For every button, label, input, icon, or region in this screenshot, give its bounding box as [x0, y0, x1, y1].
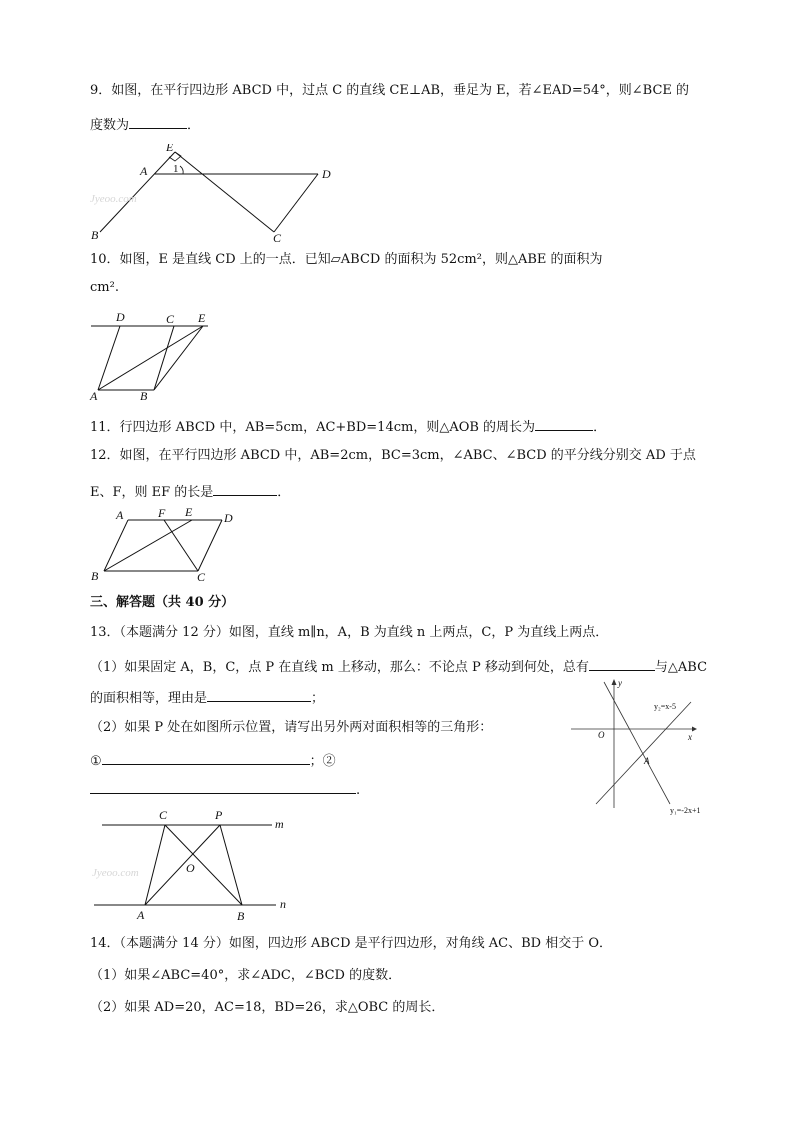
q10-side-bc — [154, 326, 174, 390]
q13-seg-pa — [145, 825, 220, 905]
q9-line-ec — [175, 152, 274, 232]
q13-line5 — [90, 750, 336, 771]
q13-line6 — [90, 779, 360, 800]
q13-watermark: Jyeoo.com — [92, 867, 139, 879]
q10-side-ad — [98, 326, 120, 390]
q13-graph-point-a: A — [644, 756, 650, 766]
q13-graph-x-arrow — [692, 727, 697, 732]
q11-line — [90, 416, 606, 437]
q10-line2: cm². — [90, 280, 119, 295]
q12-line1: 12．如图，在平行四边形 ABCD 中，AB=2cm，BC=3cm，∠ABC、∠BCD 的平分线分别交 AD 于点 — [90, 448, 696, 463]
q10-label-c: C — [166, 312, 175, 326]
q13-line4: （2）如果 P 处在如图所示位置，请写出另外两对面积相等的三角形： — [90, 720, 493, 735]
q10-label-b: B — [140, 389, 148, 403]
q13-seg-ca — [145, 825, 165, 905]
q10-line1: 10．如图，E 是直线 CD 上的一点．已知▱ABCD 的面积为 52cm²，则△ABE 的面积为 — [90, 252, 603, 267]
q13-label-n: n — [280, 897, 286, 911]
q13-graph-y1-label: y₁=-2x+1 — [670, 806, 701, 815]
q13-graph-y-arrow — [612, 679, 617, 685]
q13-label-b: B — [237, 909, 245, 923]
q13-figure — [90, 804, 300, 924]
q12-label-e: E — [185, 505, 193, 519]
q14-line1: 14．（本题满分 14 分）如图，四边形 ABCD 是平行四边形，对角线 AC、BD 相交于 O． — [90, 936, 613, 951]
q9-angle-arc — [180, 166, 183, 174]
q13-line3-prefix: 的面积相等，理由是 — [90, 691, 208, 706]
q13-graph-y2-label: y₂=x-5 — [654, 702, 676, 711]
q13-label-o: O — [186, 861, 195, 875]
q9-label-1: 1 — [173, 163, 179, 175]
q13-line2 — [90, 656, 707, 677]
q14-line3: （2）如果 AD=20，AC=18，BD=26，求△OBC 的周长． — [90, 1000, 445, 1015]
q12-label-d: D — [224, 511, 233, 525]
q13-line2-suffix: 与△ABC — [654, 660, 708, 675]
q13-label-m: m — [275, 817, 284, 831]
q9-label-a: A — [140, 164, 148, 178]
section3-title: 三、解答题（共 40 分） — [90, 595, 235, 610]
q13-blank-pair2[interactable] — [90, 779, 356, 794]
q9-label-d: D — [322, 167, 331, 181]
q13-blank-reason[interactable] — [207, 687, 311, 702]
q9-label-c: C — [273, 231, 282, 244]
q9-figure — [86, 144, 346, 244]
q9-answer-blank[interactable] — [129, 114, 187, 129]
q12-side-dc — [198, 520, 222, 571]
q9-line2-suffix: ． — [187, 118, 201, 133]
q13-label-p: P — [215, 808, 223, 822]
q13-blank-pair1[interactable] — [102, 750, 310, 765]
q12-answer-blank[interactable] — [213, 481, 277, 496]
q13-graph-line-y2 — [596, 702, 691, 804]
q13-sep: ；② — [309, 754, 336, 769]
q12-line2-suffix: ． — [277, 485, 291, 500]
q12-line2-prefix: E、F，则 EF 的长是 — [90, 485, 214, 500]
q13-graph-x-label: x — [688, 732, 692, 742]
q9-line-be — [100, 152, 175, 232]
q9-label-e: E — [166, 144, 174, 154]
q13-line1: 13．（本题满分 12 分）如图，直线 m∥n，A，B 为直线 n 上两点，C，P 为直线上两点． — [90, 625, 609, 640]
q10-label-a: A — [90, 389, 98, 403]
q9-line1: 9．如图，在平行四边形 ABCD 中，过点 C 的直线 CE⊥AB，垂足为 E，若∠EAD=54°，则∠BCE 的 — [90, 83, 690, 98]
q12-bisector-cf — [164, 520, 198, 571]
q11-prefix: 11．行四边形 ABCD 中，AB=5cm，AC+BD=14cm，则△AOB 的周长为 — [90, 420, 536, 435]
q13-side-graph — [566, 676, 716, 816]
q13-seg-cb — [165, 825, 242, 905]
q9-watermark: Jyeoo.com — [90, 193, 137, 205]
q12-side-ba — [104, 520, 128, 571]
q13-label-c: C — [159, 808, 168, 822]
q13-line6-suffix: . — [356, 783, 361, 798]
q13-label-a: A — [137, 908, 145, 922]
q13-blank-1[interactable] — [589, 656, 655, 671]
q12-figure — [86, 504, 246, 584]
q13-line2-prefix: （1）如果固定 A，B，C，点 P 在直线 m 上移动，那么：不论点 P 移动到何处，总有 — [90, 660, 589, 675]
q12-label-b: B — [91, 569, 99, 583]
q9-line2-prefix: 度数为 — [90, 118, 130, 133]
q13-line3 — [90, 687, 324, 708]
q9-side-dc — [274, 174, 318, 232]
q9-line2 — [90, 114, 200, 135]
q13-graph-y-label: y — [618, 678, 622, 688]
q13-graph-origin-label: O — [598, 730, 605, 740]
q13-circ1: ① — [90, 754, 102, 769]
q14-line2: （1）如果∠ABC=40°，求∠ADC，∠BCD 的度数． — [90, 968, 402, 983]
q11-suffix: ． — [593, 420, 607, 435]
q9-label-b: B — [91, 228, 99, 242]
q12-line2 — [90, 481, 290, 502]
q10-line-be — [154, 326, 203, 390]
q12-label-f: F — [158, 506, 166, 520]
q12-label-a: A — [116, 508, 124, 522]
q10-label-d: D — [116, 310, 125, 324]
q12-label-c: C — [197, 570, 206, 584]
q10-label-e: E — [198, 311, 206, 325]
q10-figure — [86, 308, 216, 404]
q10-line-ae — [98, 326, 203, 390]
q11-answer-blank[interactable] — [535, 416, 593, 431]
q13-line3-suffix: ； — [311, 691, 325, 706]
q12-bisector-be — [104, 520, 192, 571]
